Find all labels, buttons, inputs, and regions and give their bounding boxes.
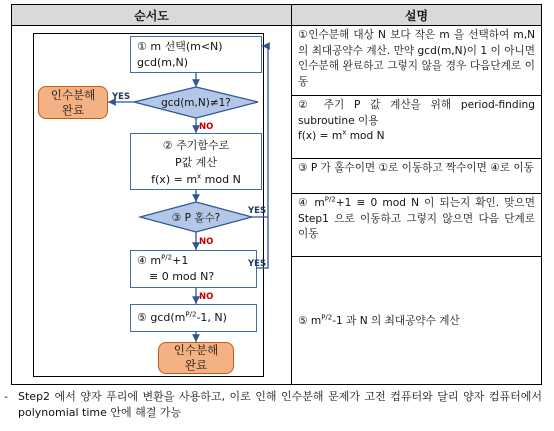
terminal-bottom bbox=[158, 342, 234, 374]
footer-bullet: - bbox=[4, 390, 8, 403]
step5-box bbox=[130, 304, 257, 332]
terminal-left-line1: 인수분해 bbox=[50, 87, 96, 102]
step4-yes-label: YES bbox=[248, 259, 267, 269]
step1-line2: gcd(m,N) bbox=[137, 56, 189, 69]
decision3-yes-label: YES bbox=[248, 206, 267, 216]
decision1-label: gcd(m,N)≠1? bbox=[161, 96, 231, 109]
desc-step5: ⑤ $m^{P/2}-1$ 과 N 의 최대공약수 계산 bbox=[298, 313, 460, 327]
decision3-no-label: NO bbox=[199, 237, 214, 247]
step2-line2: P값 계산 bbox=[174, 156, 217, 169]
step4-line1: ④ $m^{P/2}+1$ bbox=[137, 253, 189, 267]
step2-line3: $f(x) = m^x$ mod N bbox=[151, 172, 241, 186]
step2-box bbox=[130, 133, 262, 190]
terminal-left-line2: 완료 bbox=[61, 102, 85, 117]
terminal-bottom-line1: 인수분해 bbox=[173, 343, 219, 357]
terminal-bottom-line2: 완료 bbox=[184, 358, 208, 372]
header-flowchart: 순서도 bbox=[12, 5, 291, 25]
step4-line2: ≡ 0 mod N? bbox=[149, 270, 215, 283]
desc-step4: ④ $m^{P/2}+1 \equiv 0$ mod N 이 되는지 확인. 맞으면 Step1 으로 이동하고 그렇지 않으면 다음 단계로 이동 bbox=[298, 195, 535, 240]
terminal-left bbox=[38, 86, 108, 119]
footer-note: Step2 에서 양자 푸리에 변환을 사용하고, 이로 인해 인수분해 문제가 고전 컴퓨터와 달리 양자 컴퓨터에서 polynomial time 안에 해결 가능 bbox=[18, 390, 542, 419]
header-description: 설명 bbox=[292, 5, 541, 25]
desc-step2 bbox=[292, 96, 541, 158]
desc-step1: ①인수분해 대상 N 보다 작은 m 을 선택하여 m,N 의 최대공약수 계산. 만약 gcd(m,N)이 1 이 아니면 인수분해 완료하고 그렇지 않을 경우 다음단계로 이동 bbox=[298, 29, 535, 88]
desc-step3: ③ P 가 홀수이면 ①로 이동하고 짝수이면 ④로 이동 bbox=[298, 162, 534, 174]
step4-box bbox=[130, 250, 257, 288]
decision1-no-label: NO bbox=[199, 122, 214, 132]
step4-no-label: NO bbox=[199, 292, 214, 302]
step1-box bbox=[130, 36, 262, 73]
desc-step2-text: ② 주기 P 값 계산을 위해 period-finding subroutine 이용 bbox=[298, 99, 535, 127]
decision3-label: ③ P 홀수? bbox=[171, 211, 221, 224]
step5-line: ⑤ $\gcd(m^{P/2}-1$, N) bbox=[137, 310, 227, 324]
step1-line1: ① m 선택(m<N) bbox=[137, 40, 223, 53]
decision1-yes-label: YES bbox=[112, 92, 131, 102]
step2-line1: ② 주기함수로 bbox=[162, 139, 230, 152]
desc-step2-formula: $f(x) = m^x$ mod N bbox=[298, 128, 385, 142]
